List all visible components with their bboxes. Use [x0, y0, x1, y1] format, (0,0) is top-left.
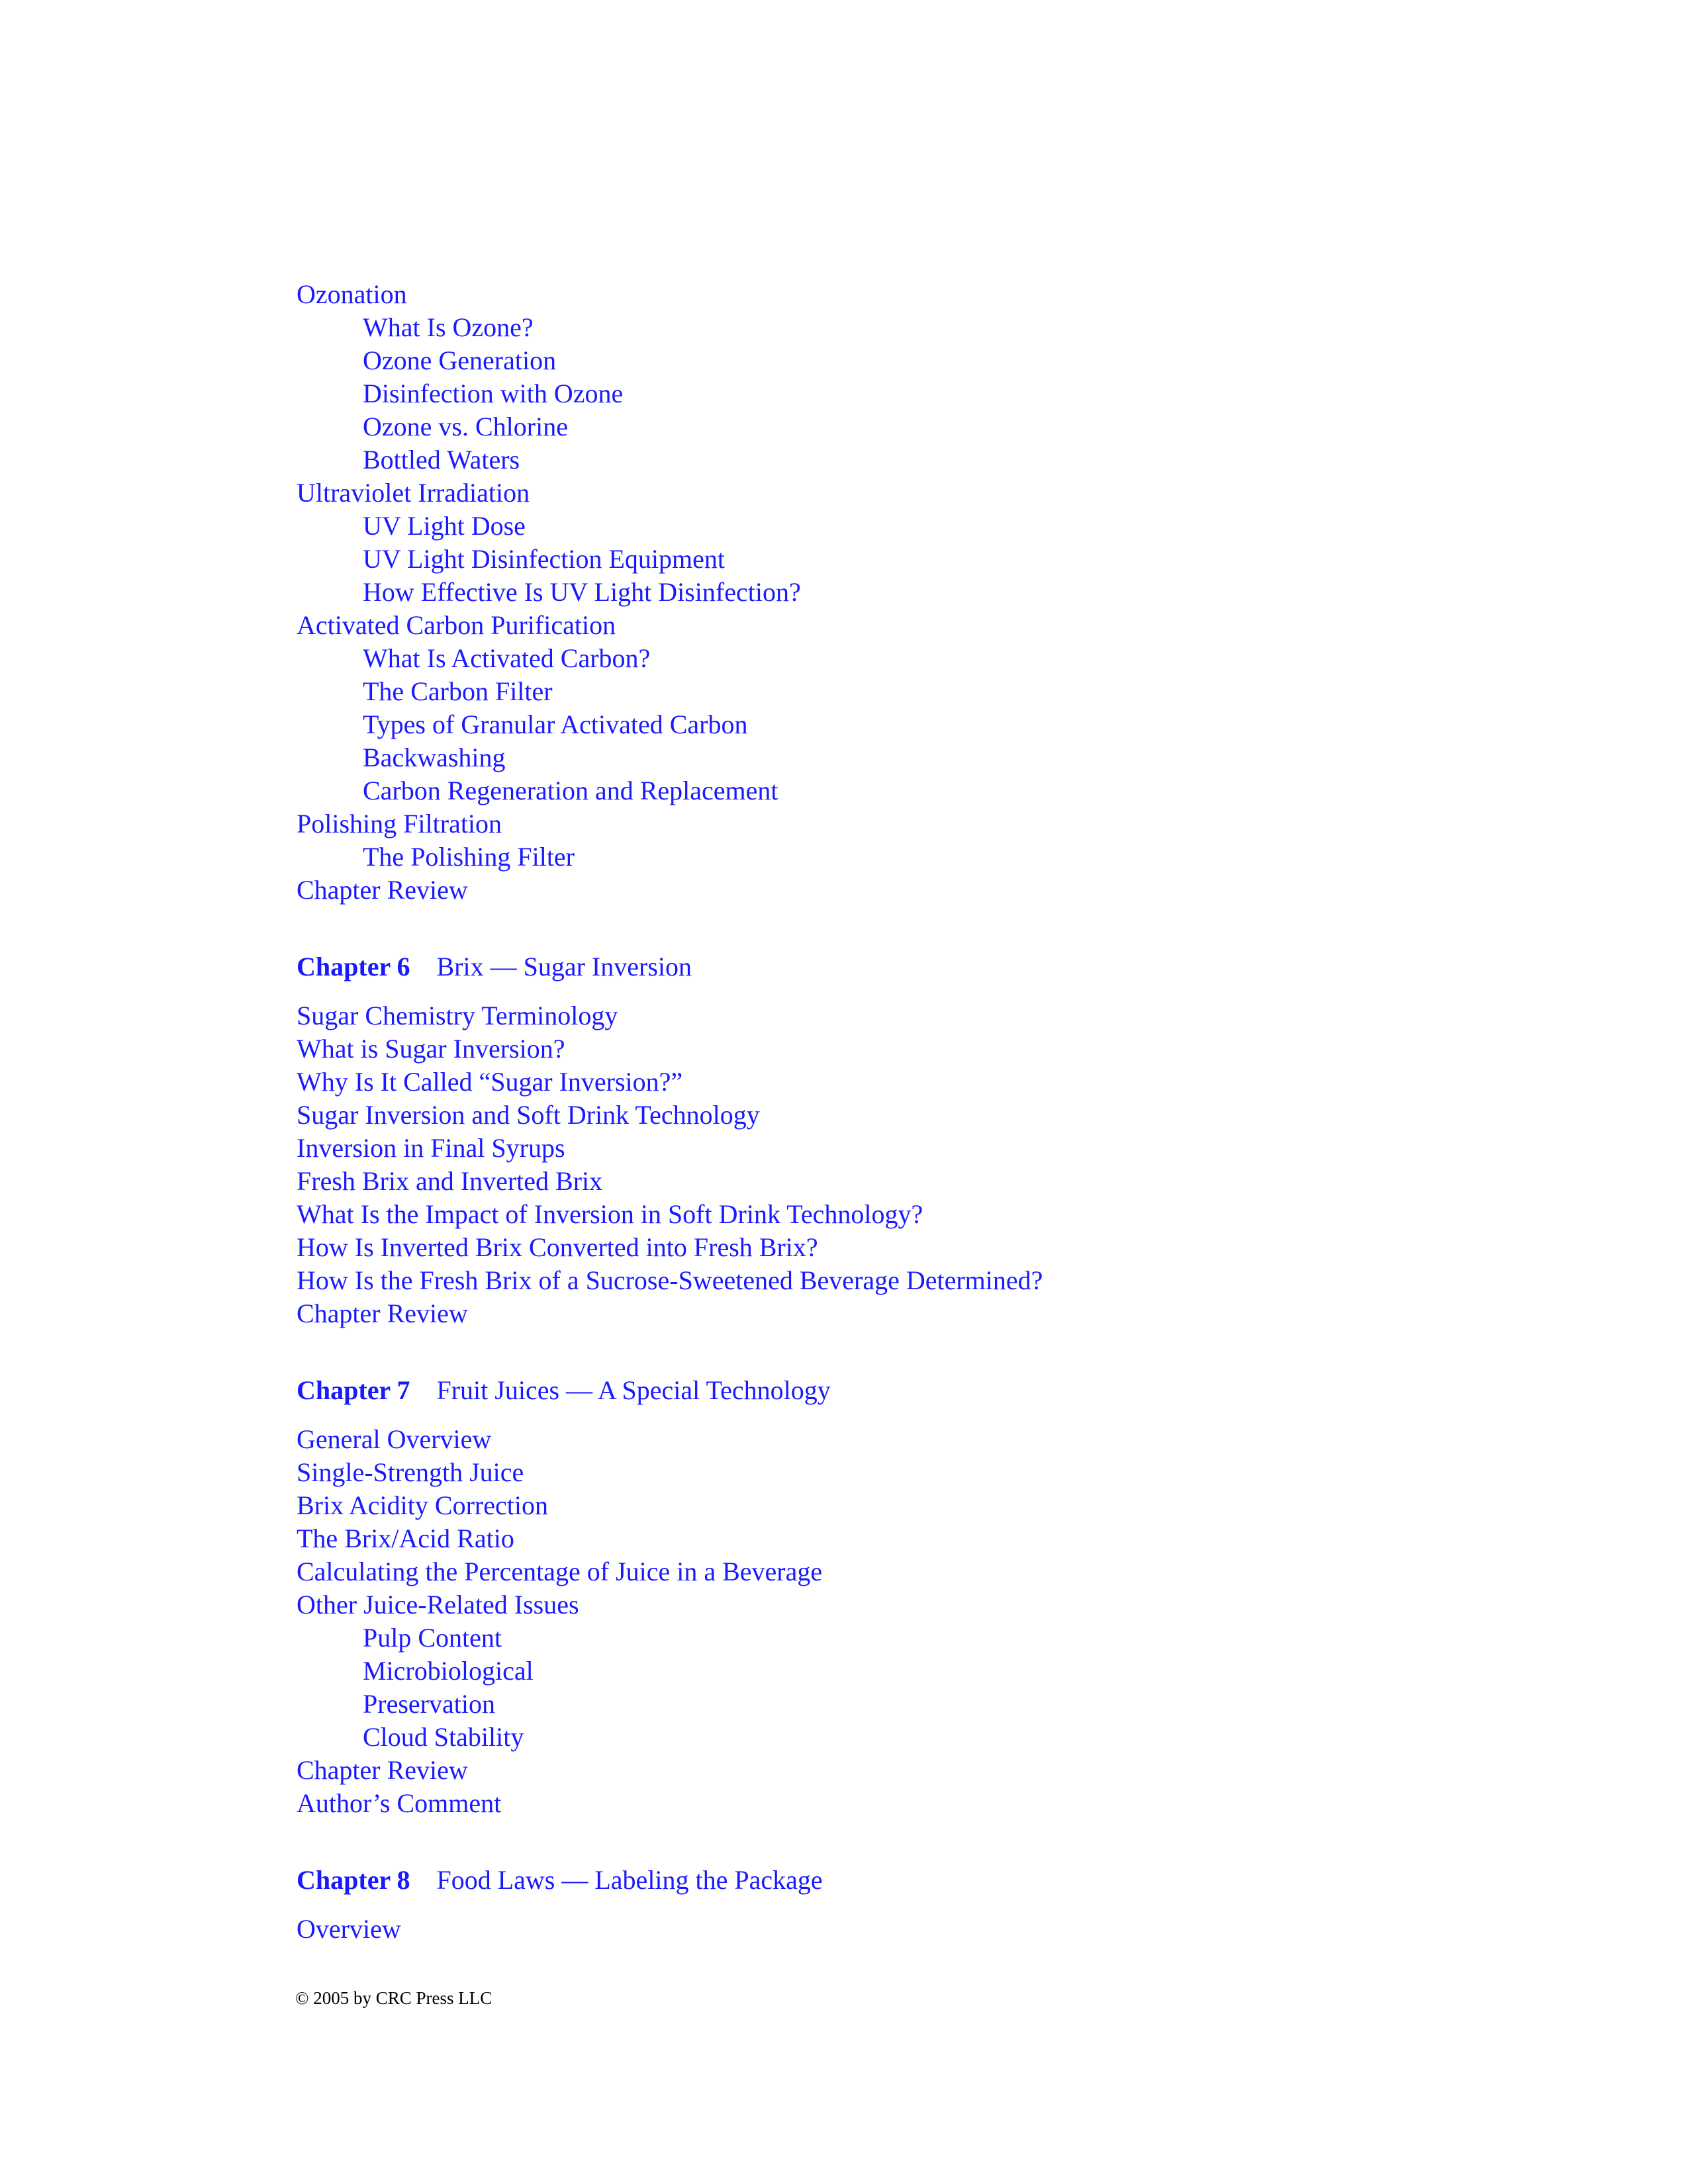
toc-entry-uv-light-dose[interactable]: UV Light Dose [363, 511, 526, 541]
toc-entry-single-strength-juice[interactable]: Single-Strength Juice [297, 1457, 524, 1487]
toc-entry-cloud-stability[interactable]: Cloud Stability [363, 1722, 524, 1752]
toc-entry-why-called-sugar-inversion[interactable]: Why Is It Called “Sugar Inversion?” [297, 1067, 683, 1097]
copyright-notice: © 2005 by CRC Press LLC [295, 1988, 492, 2008]
toc-entry-brix-acid-ratio[interactable]: The Brix/Acid Ratio [297, 1524, 514, 1553]
toc-entry-how-effective-uv[interactable]: How Effective Is UV Light Disinfection? [363, 577, 801, 607]
chapter-6-heading[interactable] [297, 950, 1554, 983]
chapter-6-label: Chapter 6 [297, 952, 410, 981]
toc-entry-ozone-generation[interactable]: Ozone Generation [363, 345, 557, 375]
chapter-8-label: Chapter 8 [297, 1865, 410, 1895]
toc-entry-microbiological[interactable]: Microbiological [363, 1656, 534, 1686]
toc-entry-the-carbon-filter[interactable]: The Carbon Filter [363, 676, 553, 706]
toc-entry-general-overview[interactable]: General Overview [297, 1424, 492, 1454]
toc-entry-bottled-waters[interactable]: Bottled Waters [363, 445, 520, 475]
toc-entry-disinfection-with-ozone[interactable]: Disinfection with Ozone [363, 379, 624, 408]
chapter-7-section [297, 1374, 1554, 1820]
toc-entry-what-is-activated-carbon[interactable]: What Is Activated Carbon? [363, 643, 651, 673]
toc-entry-uv-light-disinfection-equipment[interactable]: UV Light Disinfection Equipment [363, 544, 725, 574]
toc-entry-what-is-ozone[interactable]: What Is Ozone? [363, 312, 534, 342]
toc-entry-sugar-inversion-soft-drink[interactable]: Sugar Inversion and Soft Drink Technology [297, 1100, 760, 1130]
toc-entry-preservation[interactable]: Preservation [363, 1689, 495, 1719]
toc-entry-activated-carbon-purification[interactable]: Activated Carbon Purification [297, 610, 616, 640]
toc-entry-fresh-brix-inverted-brix[interactable]: Fresh Brix and Inverted Brix [297, 1166, 603, 1196]
chapter-8-title: Food Laws — Labeling the Package [436, 1865, 823, 1895]
toc-entry-types-of-gac[interactable]: Types of Granular Activated Carbon [363, 709, 748, 739]
toc-entry-what-is-sugar-inversion[interactable]: What is Sugar Inversion? [297, 1034, 565, 1064]
toc-entry-other-juice-issues[interactable]: Other Juice-Related Issues [297, 1590, 579, 1619]
toc-entry-authors-comment[interactable]: Author’s Comment [297, 1788, 502, 1818]
chapter-8-heading[interactable] [297, 1864, 1554, 1897]
toc-entry-carbon-regeneration[interactable]: Carbon Regeneration and Replacement [363, 776, 778, 805]
toc-entry-overview[interactable]: Overview [297, 1914, 401, 1944]
toc-entry-ozone-vs-chlorine[interactable]: Ozone vs. Chlorine [363, 412, 568, 441]
toc-entry-fresh-brix-determined[interactable]: How Is the Fresh Brix of a Sucrose-Sweetened Beverage Determined? [297, 1265, 1043, 1295]
table-of-contents [297, 278, 1554, 1946]
chapter-7-label: Chapter 7 [297, 1375, 410, 1405]
toc-entry-brix-acidity-correction[interactable]: Brix Acidity Correction [297, 1490, 548, 1520]
toc-entry-pulp-content[interactable]: Pulp Content [363, 1623, 502, 1653]
chapter-7-heading[interactable] [297, 1374, 1554, 1407]
toc-entry-calculating-percentage-juice[interactable]: Calculating the Percentage of Juice in a Beverage [297, 1557, 823, 1586]
toc-entry-the-polishing-filter[interactable]: The Polishing Filter [363, 842, 575, 872]
chapter-6-title: Brix — Sugar Inversion [436, 952, 692, 981]
toc-entry-backwashing[interactable]: Backwashing [363, 743, 506, 772]
toc-entry-chapter-review[interactable]: Chapter Review [297, 875, 468, 905]
toc-entry-inverted-to-fresh-brix[interactable]: How Is Inverted Brix Converted into Fresh Brix? [297, 1232, 818, 1262]
chapter-6-section [297, 950, 1554, 1330]
toc-entry-polishing-filtration[interactable]: Polishing Filtration [297, 809, 502, 839]
toc-entry-chapter-review[interactable]: Chapter Review [297, 1755, 468, 1785]
toc-entry-sugar-chemistry-terminology[interactable]: Sugar Chemistry Terminology [297, 1001, 618, 1030]
toc-entry-impact-of-inversion[interactable]: What Is the Impact of Inversion in Soft Drink Technology? [297, 1199, 923, 1229]
toc-entry-ultraviolet-irradiation[interactable]: Ultraviolet Irradiation [297, 478, 530, 508]
toc-entry-ozonation[interactable]: Ozonation [297, 279, 407, 309]
chapter-7-title: Fruit Juices — A Special Technology [436, 1375, 831, 1405]
toc-entry-inversion-final-syrups[interactable]: Inversion in Final Syrups [297, 1133, 565, 1163]
toc-entry-chapter-review[interactable]: Chapter Review [297, 1298, 468, 1328]
chapter-8-section [297, 1864, 1554, 1946]
toc-top-section [297, 278, 1554, 907]
